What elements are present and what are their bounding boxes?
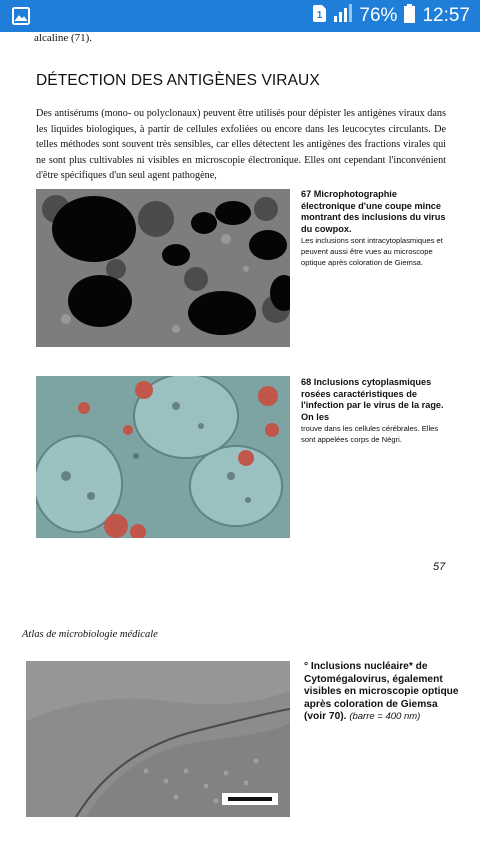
gallery-icon — [12, 7, 30, 25]
figure-69-caption — [304, 661, 462, 724]
clock: 12:57 — [422, 5, 470, 26]
previous-page-line: alcaline (71). — [34, 32, 93, 44]
figure-67-caption-body: Les inclusions sont intracytoplasmiques et peuvent aussi être vues au microscope optique après coloration de Giemsa. — [301, 236, 443, 268]
battery-percent: 76% — [359, 5, 398, 26]
signal-icon — [333, 4, 352, 28]
figure-67-caption-title: 67 Microphotographie électronique d'une coupe mince montrant des inclusions du virus du cowpox. — [301, 189, 446, 234]
status-bar — [0, 0, 480, 32]
figure-67-caption — [301, 189, 451, 268]
figure-69-caption-title: ° Inclusions nucléaire* de Cytomégalovirus, également visibles en microscopie optique après coloration de Giemsa (voir 70). — [304, 661, 459, 723]
figure-67-micrograph — [36, 189, 290, 347]
figure-68-caption-title: 68 Inclusions cytoplasmiques rosées caractéristiques de l'infection par le virus de la rage. On les — [301, 377, 444, 422]
figure-69-micrograph — [26, 661, 290, 817]
figure-69-scale-note: (barre = 400 nm) — [349, 711, 421, 723]
page-number: 57 — [433, 561, 446, 573]
figure-68-caption — [301, 377, 451, 445]
battery-icon — [404, 4, 415, 29]
body-paragraph: Des antisérums (mono- ou polyclonaux) peuvent être utilisés pour dépister les antigènes viraux dans les liquides biologiques, à partir de cellules exfoliées ou encore dans les leucocytes circulants. De telles méthodes sont souvent très sensibles, car elles détectent les antigènes des fractions virales qui ne sont plus cultivables ni visibles en microscopie électronique. Elles ont cependant l'inconvénient d'être spécifiques d'un seul agent pathogène, — [36, 108, 446, 181]
sim-icon — [313, 5, 326, 28]
scale-bar — [228, 797, 272, 801]
running-header: Atlas de microbiologie médicale — [22, 629, 158, 640]
figure-68-micrograph — [36, 376, 290, 538]
section-heading: DÉTECTION DES ANTIGÈNES VIRAUX — [36, 72, 320, 89]
figure-68-caption-body: trouve dans les cellules cérébrales. Elles sont appelées corps de Négri. — [301, 424, 439, 445]
document-page[interactable] — [0, 32, 480, 854]
svg-text:1: 1 — [317, 9, 323, 21]
